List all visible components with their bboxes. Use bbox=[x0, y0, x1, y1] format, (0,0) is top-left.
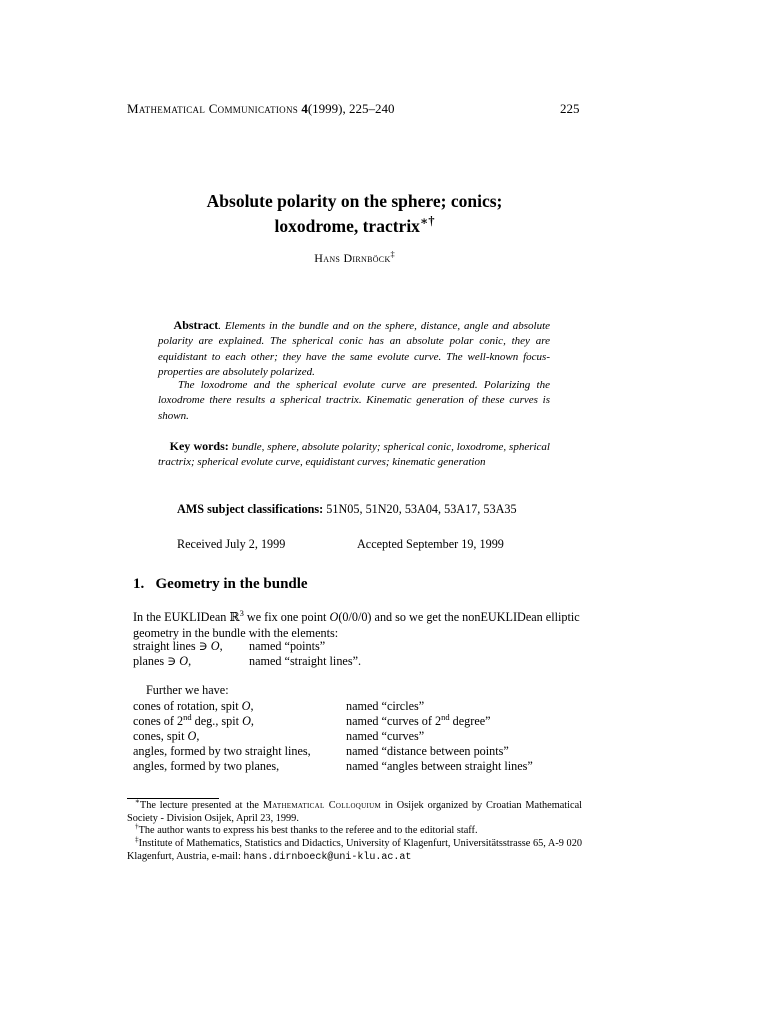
footnote-mark: ∗ bbox=[135, 797, 140, 806]
title-line-2 bbox=[127, 214, 582, 239]
ams-label: AMS subject classifications: bbox=[177, 502, 324, 516]
element-right bbox=[346, 729, 533, 744]
intro-superscript: 3 bbox=[239, 607, 244, 618]
table-row bbox=[133, 744, 533, 759]
further-text: Further we have: bbox=[146, 683, 229, 697]
intro-point-O: O bbox=[329, 610, 339, 624]
element-right-text: named “angles between straight lines” bbox=[346, 759, 533, 773]
element-right-text: named “straight lines”. bbox=[249, 654, 362, 668]
table-row bbox=[133, 729, 533, 744]
abstract-paragraph-1 bbox=[158, 318, 550, 380]
element-right bbox=[249, 639, 361, 654]
element-right bbox=[346, 744, 533, 759]
element-right-end: degree” bbox=[449, 714, 491, 728]
elements-table bbox=[133, 639, 361, 669]
element-left bbox=[133, 744, 346, 759]
keywords-label: Key words: bbox=[169, 439, 229, 453]
running-head bbox=[127, 101, 395, 117]
footnote-3 bbox=[127, 837, 582, 864]
table-row bbox=[133, 759, 533, 774]
accepted-date: Accepted September 19, 1999 bbox=[357, 537, 504, 551]
element-left-var: O bbox=[179, 654, 189, 668]
footnote-2 bbox=[135, 824, 478, 837]
element-right-text: named “circles” bbox=[346, 699, 425, 713]
element-left-text: angles, formed by two straight lines, bbox=[133, 744, 311, 758]
element-right-text: named “curves” bbox=[346, 729, 425, 743]
author-email-link[interactable]: hans.dirnboeck@uni-klu.ac.at bbox=[243, 852, 412, 863]
element-left-text: cones of rotation, spit bbox=[133, 699, 242, 713]
element-left-mid: deg., spit bbox=[191, 714, 243, 728]
intro-text-c: (0/0/0) and so we get the nonEUKLIDean elliptic geometry in the bundle with the elements: bbox=[133, 610, 580, 640]
title-footnote-marks: ∗† bbox=[419, 214, 435, 229]
element-left-end: , bbox=[250, 714, 254, 728]
footnote-1 bbox=[127, 799, 582, 825]
keywords bbox=[158, 439, 550, 471]
paper-title bbox=[127, 189, 582, 239]
element-left-text: cones, spit bbox=[133, 729, 188, 743]
footnote-mark: † bbox=[135, 822, 139, 831]
footnote-text: The author wants to express his best thanks to the referee and to the editorial staff. bbox=[138, 825, 478, 836]
table-row bbox=[133, 654, 361, 669]
more-elements-table bbox=[133, 699, 533, 774]
element-left bbox=[133, 699, 346, 714]
element-right-text: named “distance between points” bbox=[346, 744, 509, 758]
abstract-paragraph-2: The loxodrome and the spherical evolute curve are presented. Polarizing the loxodrome there results a spherical tractrix. Kinematic generation of these curves is shown. bbox=[158, 379, 550, 422]
element-left-end: , bbox=[250, 699, 254, 713]
element-left bbox=[133, 639, 249, 654]
abstract-label: Abstract bbox=[173, 318, 219, 332]
author-footnote-mark: ‡ bbox=[390, 250, 395, 259]
element-left-var: O bbox=[242, 714, 251, 728]
element-left-end: , bbox=[219, 639, 223, 653]
element-left-text: planes ∋ bbox=[133, 654, 180, 668]
element-left-var: O bbox=[241, 699, 251, 713]
title-line-2-text: loxodrome, tractrix bbox=[274, 216, 420, 236]
footnote-text-end: in Osijek organized by Croatian Mathematical Society - Division Osijek, April 23, 1999. bbox=[127, 800, 583, 824]
element-left bbox=[133, 711, 346, 729]
ams-classifications bbox=[177, 502, 517, 517]
keywords-text: bundle, sphere, absolute polarity; spherical conic, loxodrome, spherical tractrix; spherical evolute curve, equidistant curves; kinematic generation bbox=[158, 441, 550, 469]
ams-codes: 51N05, 51N20, 53A04, 53A17, 53A35 bbox=[326, 502, 517, 516]
page-number-text: 225 bbox=[560, 101, 580, 116]
table-row bbox=[133, 699, 533, 714]
element-right-text: named “points” bbox=[249, 639, 326, 653]
element-left bbox=[133, 759, 346, 774]
element-right bbox=[346, 711, 533, 729]
footnote-mark: ‡ bbox=[135, 835, 139, 844]
title-line-1: Absolute polarity on the sphere; conics; bbox=[206, 191, 503, 211]
intro-real-symbol: ℝ bbox=[229, 610, 240, 624]
journal-name: Mathematical Communications bbox=[127, 101, 299, 116]
page-number bbox=[560, 101, 580, 117]
element-left bbox=[133, 654, 249, 669]
table-row bbox=[133, 639, 361, 654]
element-right-sup: nd bbox=[441, 711, 450, 722]
element-right bbox=[346, 699, 533, 714]
table-row bbox=[133, 714, 533, 729]
element-left-text: angles, formed by two planes, bbox=[133, 759, 280, 773]
element-left-var: O bbox=[187, 729, 197, 743]
abstract-text-1: . Elements in the bundle and on the sphere, distance, angle and absolute polarity are explained. The spherical conic has an absolute polar conic, they are equidistant to each other; they have the same evolute curve. The well-known focus-properties are absolutely polarized. bbox=[158, 320, 551, 378]
element-right bbox=[249, 654, 361, 669]
footnote-text: Institute of Mathematics, Statistics and Didactics, University of Klagenfurt, Universitätsstrasse 65, A-9 020 Klagenfurt, Austria, e-mail: bbox=[127, 838, 582, 862]
intro-text-a: In the EUKLIDean bbox=[133, 610, 230, 624]
intro-text-b: we fix one point bbox=[243, 610, 330, 624]
received-date: Received July 2, 1999 bbox=[177, 537, 286, 551]
element-left-var: O bbox=[210, 639, 220, 653]
footnote-colloquium: Mathematical Colloquium bbox=[262, 800, 382, 811]
element-left-end: , bbox=[188, 654, 192, 668]
journal-volume: 4 bbox=[301, 101, 308, 116]
section-intro-paragraph bbox=[133, 609, 583, 641]
element-right-text: named “curves of 2 bbox=[346, 714, 442, 728]
journal-issue-pages: (1999), 225–240 bbox=[307, 101, 395, 116]
element-right bbox=[346, 759, 533, 774]
element-left-text: straight lines ∋ bbox=[133, 639, 211, 653]
footnote-text: The lecture presented at the bbox=[139, 800, 263, 811]
section-heading: 1. Geometry in the bundle bbox=[133, 576, 308, 592]
author-name: Hans Dirnböck bbox=[314, 251, 391, 265]
author-line bbox=[127, 251, 582, 266]
element-left-end: , bbox=[196, 729, 200, 743]
element-left bbox=[133, 729, 346, 744]
element-left-sup: nd bbox=[183, 711, 192, 722]
element-left-text: cones of 2 bbox=[133, 714, 184, 728]
